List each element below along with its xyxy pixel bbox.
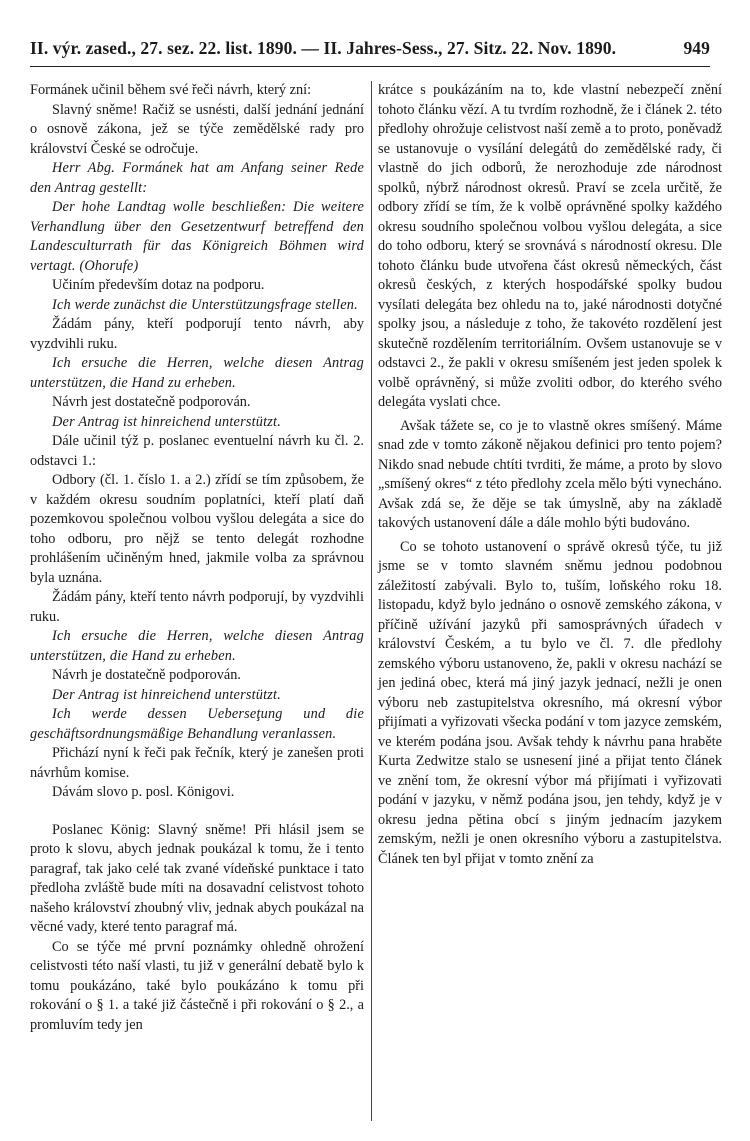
paragraph: Návrh je dostatečně podporován. — [52, 667, 241, 683]
paragraph: Žádám pány, kteří tento návrh podporují, by vyzdvihli ruku. — [30, 589, 364, 625]
paragraph: Co se tohoto ustanovení o správě okresů týče, tu již jsme se v tomto slavném sněmu jednou podobnou záležitostí zabývali. Bylo to, tuším, loňského roku 18. listopadu, když bylo jednáno o osnově zemského zákona, v příčině užívání jazyků při samosprávných úřadech v království Českém, a tu bylo ve čl. 7. dle předlohy zemského výboru ustanoveno, že, pakli v okresu nachází se jen jediná obec, která má jiný jazyk jednací, nežli je onen výboru neb zastupitelstva okresního, má okresní výbor přijímati a vyřizovati všecka podání v tom jazyce zemském, ve kterém podána jsou. Avšak tehdy k návrhu pana hraběte Kurta Zedwitze stalo se usnesení jiné a přijat tento článek ve znění tom, že okresní výbor má přijímati i vyřizovati podání v jazyku, v němž podána jsou, jen tehdy, když je v okresu jedna pětina obcí s jiným jednacím jazykem zemským, nežli je onen okresního výboru a zastupitelstva. Článek ten byl přijat v tomto znění za — [378, 538, 722, 867]
paragraph: krátce s poukázáním na to, kde vlastní nebezpečí znění tohoto článku vězí. A tu tvrdím rozhodně, že i článek 2. této předlohy ohrožuje celistvost naší země a to proto, poněvadž se ustanovuje o vysílání delegátů do zemědělské rady, či vlastně do jich odborů, že nerozhoduje zde národnost spolků, nýbrž národnost okresů. Praví se zcela určitě, že odbory zřídí se tím, že k volbě oprávněné spolky každého okresu soudního společnou volbou vyšlou delegáta, a sice do toho odboru, který se srovnává s národností okresu. Dle tohoto článku bude utvořena část okresů německých, část okresů českých, z kterých hospodářské spolky budou vysílati delegáta bez ohledu na to, jaké národnosti dotyčné spolky jsou, a následuje z toho, že takovéto rozdělení jest skutečně rozdělením territoriálním. Ovšem ustanovuje se v odstavci 2., že pakli v okresu smíšeném jest jeden spolek k volbě oprávněný, si může zvoliti odbor, do kterého svého delegáta vyslati chce. — [378, 82, 722, 410]
right-column — [378, 81, 722, 869]
paragraph-de: Ich ersuche die Herren, welche diesen Antrag unterstützen, die Hand zu erheben. — [30, 355, 364, 391]
motion-text: Odbory (čl. 1. číslo 1. a 2.) zřídí se tím způsobem, že v každém okresu soudním poplatníci, kteří platí daň pozemkovou společnou volbou vyšlou delegáta a sice do toho odboru, pro nějž se tento delegát rozhodne prohlášením učiněným hned, jakmile volba za správnou byla uznána. — [30, 472, 364, 586]
page-header — [30, 38, 710, 68]
page-number: 949 — [683, 38, 710, 58]
paragraph: Formánek učinil během své řeči návrh, který zní: — [30, 82, 312, 98]
paragraph: Žádám pány, kteří podporují tento návrh, aby vyzdvihli ruku. — [30, 316, 364, 352]
paragraph: Dále učinil týž p. poslanec eventuelní návrh ku čl. 2. odstavci 1.: — [30, 433, 364, 469]
speech-paragraph: Poslanec König: Slavný sněme! Při hlásil jsem se proto k slovu, abych jednak poukázal k tomu, že i tento paragraf, tak jako celé tak zvané vídeňské punktace i tato předloha zvláště bude míti na dosavadní celistvost tohoto našeho království zhoubný vliv, jednak abych poukázal na věcné vady, které tento paragraf má. — [30, 821, 364, 935]
paragraph-de: Herr Abg. Formánek hat am Anfang seiner Rede den Antrag gestellt: — [30, 160, 364, 196]
paragraph: Návrh jest dostatečně podporován. — [52, 394, 251, 410]
paragraph-de: Ich ersuche die Herren, welche diesen Antrag unterstützen, die Hand zu erheben. — [30, 628, 364, 664]
header-rule — [30, 66, 710, 67]
paragraph: Přichází nyní k řeči pak řečník, který je zanešen proti návrhům komise. — [30, 745, 364, 781]
motion-text-de: Der hohe Landtag wolle beschließen: Die weitere Verhandlung über den Gesetzentwurf betreffend den Landesculturrath für das Königreich Böhmen wird vertagt. (Ohorufe) — [30, 199, 364, 274]
paragraph-de: Der Antrag ist hinreichend unterstützt. — [52, 413, 281, 430]
paragraph-de: Der Antrag ist hinreichend unterstützt. — [52, 686, 281, 703]
column-divider — [371, 81, 372, 1121]
paragraph-de: Ich werde dessen Ueberseţung und die geschäftsordnungsmäßige Behandlung veranlassen. — [30, 706, 364, 742]
paragraph-de: Ich werde zunächst die Unterstützungsfrage stellen. — [52, 296, 358, 313]
header-title: II. výr. zased., 27. sez. 22. list. 1890. — II. Jahres-Sess., 27. Sitz. 22. Nov. 1890. — [30, 38, 617, 58]
paragraph: Avšak tážete se, co je to vlastně okres smíšený. Máme snad zde v tomto zákoně nějakou definici pro tento pojem? Nikdo snad nebude chtíti tvrditi, že máme, a proto by slovo „smíšený okres“ z této předlohy zcela mělo býti vynecháno. Avšak zdá se, že děje se tak úmyslně, aby na základě takových ustanovení dále a dále mohlo býti budováno. — [378, 417, 722, 531]
motion-text: Slavný sněme! Račiž se usnésti, další jednání jednání o osnově zákona, jež se týče zemědělské rady pro království České se odročuje. — [30, 101, 364, 157]
paragraph: Co se týče mé první poznámky ohledně ohrožení celistvosti této naší vlasti, tu již v generální debatě bylo k tomu poukázáno, také bylo poukázáno k tomu při rokování o § 1. a také již částečně i při rokování o § 2., a promluvím tedy jen — [30, 938, 364, 1033]
paragraph: Dávám slovo p. posl. Königovi. — [52, 784, 235, 800]
paragraph: Učiním především dotaz na podporu. — [52, 277, 265, 293]
left-column — [30, 81, 364, 1035]
